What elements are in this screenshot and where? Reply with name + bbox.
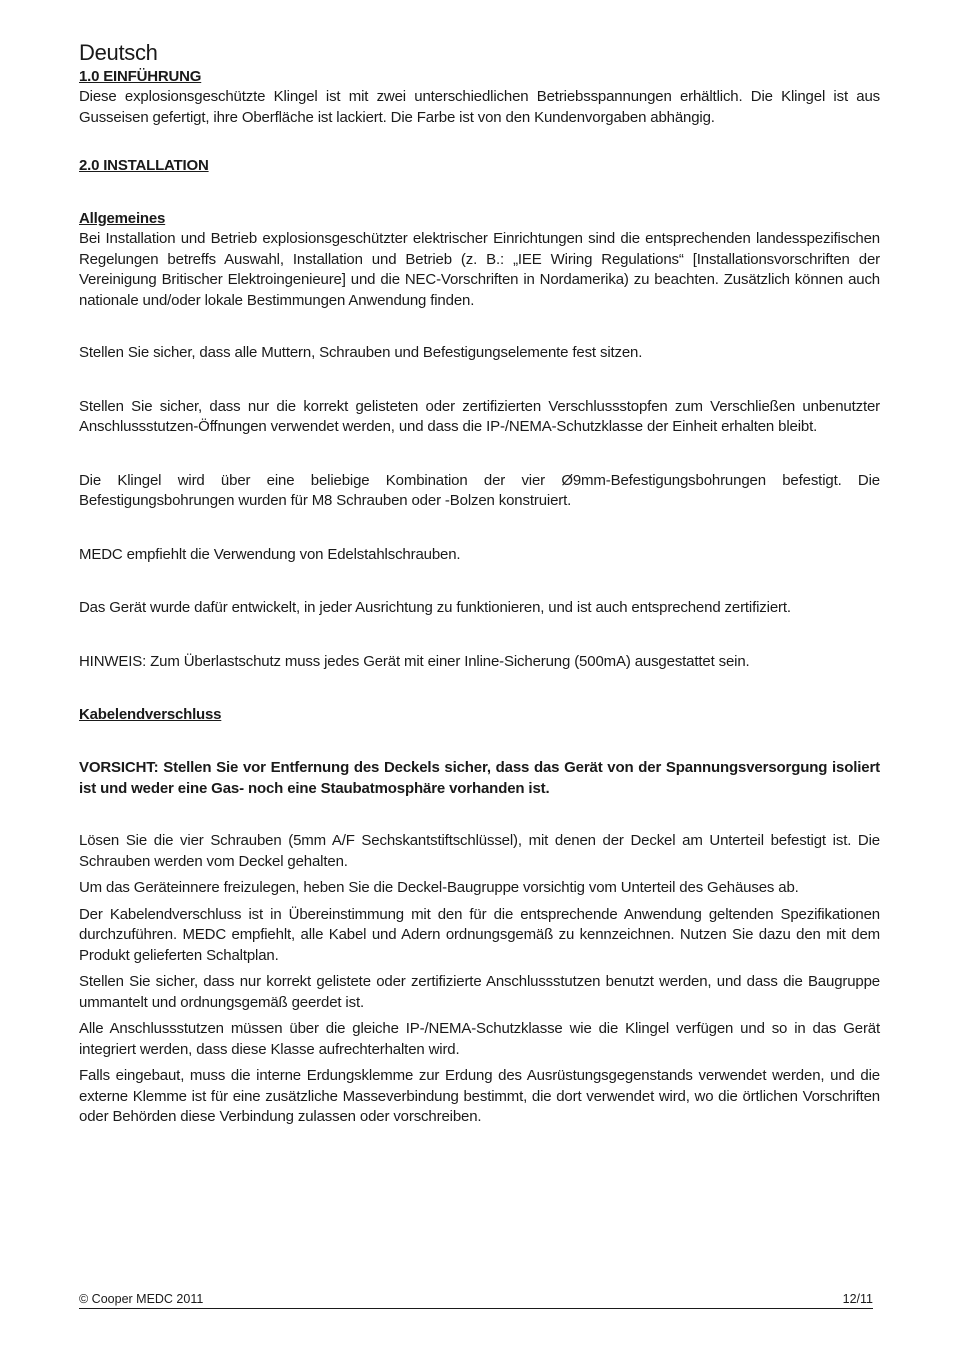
subheading-general: Allgemeines [79, 210, 166, 227]
section-heading-introduction: 1.0 EINFÜHRUNG [79, 68, 202, 85]
language-label: Deutsch [79, 40, 158, 65]
cable-paragraph-4: Stellen Sie sicher, dass nur korrekt gelistete oder zertifizierte Anschlussstutzen benutzt werden, und dass die Baugruppe ummantelt und ordnungsgemäß geerdet ist. [79, 973, 880, 1011]
general-paragraph-3: Stellen Sie sicher, dass nur die korrekt gelisteten oder zertifizierten Verschlussstopfen zum Verschließen unbenutzter Anschlussstutzen-Öffnungen verwendet werden, und dass die IP-/NEMA-Schutzklasse der Einheit erhalten bleibt. [79, 397, 880, 435]
section-heading-installation: 2.0 INSTALLATION [79, 157, 209, 174]
page-footer [79, 1291, 873, 1309]
subheading-cable-termination: Kabelendverschluss [79, 706, 222, 723]
general-paragraph-4: Die Klingel wird über eine beliebige Kombination der vier Ø9mm-Befestigungsbohrungen befestigt. Die Befestigungsbohrungen wurden für M8 Schrauben oder -Bolzen konstruiert. [79, 471, 880, 509]
document-page [79, 40, 880, 1128]
notice-paragraph: HINWEIS: Zum Überlastschutz muss jedes Gerät mit einer Inline-Sicherung (500mA) ausgestattet sein. [79, 652, 750, 670]
general-paragraph-1: Bei Installation und Betrieb explosionsgeschützter elektrischer Einrichtungen sind die entsprechenden landesspezifischen Regelungen betreffs Auswahl, Installation und Betrieb (z. B.: „IEE Wiring Regulations“ [Installationsvorschriften der Vereinigung Britischer Elektroingenieure] und die NEC-Vorschriften in Nordamerika) zu beachten. Zusätzlich können auch nationale und/oder lokale Bestimmungen Anwendung finden. [79, 230, 880, 309]
cable-paragraph-1: Lösen Sie die vier Schrauben (5mm A/F Sechskantstiftschlüssel), mit denen der Deckel am Unterteil befestigt ist. Die Schrauben werden vom Deckel gehalten. [79, 832, 880, 870]
page-number: 12/11 [842, 1292, 873, 1306]
intro-paragraph: Diese explosionsgeschützte Klingel ist mit zwei unterschiedlichen Betriebsspannungen erhältlich. Die Klingel ist aus Gusseisen gefertigt, ihre Oberfläche ist lackiert. Die Farbe ist von den Kundenvorgaben abhängig. [79, 88, 880, 126]
copyright-text: © Cooper MEDC 2011 [79, 1292, 204, 1306]
general-paragraph-6: Das Gerät wurde dafür entwickelt, in jeder Ausrichtung zu funktionieren, und ist auch entsprechend zertifiziert. [79, 599, 791, 616]
general-paragraph-2: Stellen Sie sicher, dass alle Muttern, Schrauben und Befestigungselemente fest sitzen. [79, 344, 643, 361]
cable-paragraph-2: Um das Geräteinnere freizulegen, heben Sie die Deckel-Baugruppe vorsichtig vom Unterteil des Gehäuses ab. [79, 879, 799, 896]
cable-paragraph-6: Falls eingebaut, muss die interne Erdungsklemme zur Erdung des Ausrüstungsgegenstands verwendet werden, und die externe Klemme ist für eine zusätzliche Masseverbindung bestimmt, die dort verwendet wird, wo die örtlichen Vorschriften oder Behörden diese Verbindung zulassen oder vorschreiben. [79, 1067, 880, 1125]
cable-paragraph-3: Der Kabelendverschluss ist in Übereinstimmung mit den für die entsprechende Anwendung geltenden Spezifikationen durchzuführen. MEDC empfiehlt, alle Kabel und Adern ordnungsgemäß zu kennzeichnen. Nutzen Sie dazu den mit dem Produkt gelieferten Schaltplan. [79, 905, 880, 964]
cable-paragraph-5: Alle Anschlussstutzen müssen über die gleiche IP-/NEMA-Schutzklasse wie die Klingel verfügen und so in das Gerät integriert werden, dass diese Klasse aufrechterhalten wird. [79, 1020, 880, 1058]
general-paragraph-5: MEDC empfiehlt die Verwendung von Edelstahlschrauben. [79, 545, 461, 563]
caution-paragraph: VORSICHT: Stellen Sie vor Entfernung des Deckels sicher, dass das Gerät von der Spannungsversorgung isoliert ist und weder eine Gas- noch eine Staubatmosphäre vorhanden ist. [79, 759, 880, 797]
